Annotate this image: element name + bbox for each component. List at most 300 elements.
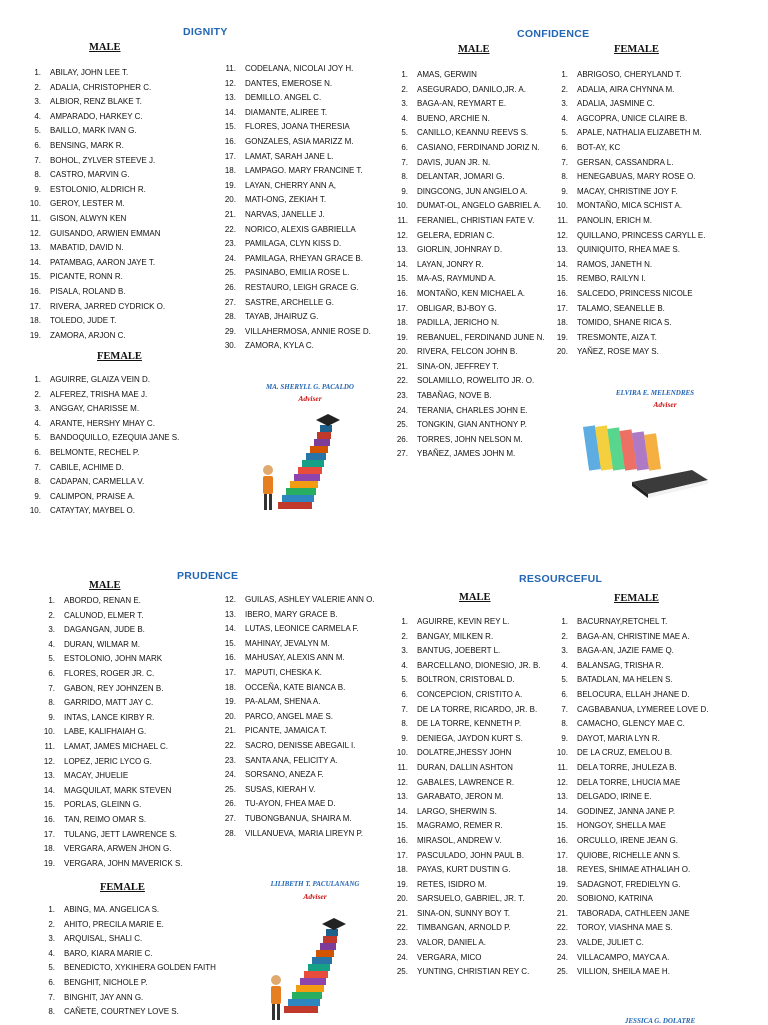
prudence-adviser-name: LILIBETH T. PACULANANG	[270, 880, 360, 888]
list-item-number: 22 .	[396, 921, 408, 936]
list-item-number: 22 .	[224, 223, 236, 238]
list-item	[556, 630, 708, 645]
list-item	[396, 659, 541, 674]
list-item-number: 19 .	[396, 878, 408, 893]
list-item-name: ADALIA, CHRISTOPHER C.	[50, 82, 152, 92]
list-item	[556, 97, 706, 112]
list-item-number: 19 .	[43, 857, 55, 872]
list-item	[29, 256, 165, 271]
list-item-name: TOROY, VIASHNA MAE S.	[577, 923, 673, 933]
list-item-name: ZAMORA, KYLA C.	[245, 341, 314, 351]
list-item-name: GIORLIN, JOHNRAY D.	[417, 245, 503, 255]
list-item	[43, 725, 183, 740]
list-item	[43, 667, 183, 682]
list-item-number: 18 .	[224, 681, 236, 696]
list-item-number: 9 .	[396, 185, 408, 200]
list-item-number: 4 .	[29, 110, 41, 125]
list-item-name: IBERO, MARY GRACE B.	[245, 609, 338, 619]
list-item-number: 23 .	[224, 754, 236, 769]
list-item	[556, 112, 706, 127]
list-item	[396, 921, 541, 936]
list-item-number: 17 .	[396, 849, 408, 864]
list-item	[224, 252, 371, 267]
list-item	[556, 156, 706, 171]
list-item-name: MABATID, DAVID N.	[50, 243, 124, 253]
list-item-number: 8 .	[396, 170, 408, 185]
list-item-number: 14 .	[396, 805, 408, 820]
list-item	[556, 316, 706, 331]
list-item-number: 3 .	[396, 644, 408, 659]
list-item	[556, 732, 708, 747]
list-item-name: BENSING, MARK R.	[50, 140, 124, 150]
list-item-number: 20 .	[556, 892, 568, 907]
list-item-number: 2 .	[29, 81, 41, 96]
confidence-adviser-name: ELVIRA E. MELENDRES	[615, 389, 695, 397]
list-item	[556, 703, 708, 718]
list-item-name: AGUIRRE, GLAIZA VEIN D.	[50, 375, 151, 384]
list-item-number: 20 .	[396, 345, 408, 360]
list-item	[396, 746, 541, 761]
dignity-male-list	[29, 66, 165, 343]
list-item-number: 3 .	[556, 644, 568, 659]
list-item-number: 10 .	[396, 199, 408, 214]
list-item-name: GARRIDO, MATT JAY C.	[64, 698, 154, 708]
list-item-number: 14 .	[43, 784, 55, 799]
list-item	[224, 827, 375, 842]
list-item	[396, 126, 545, 141]
list-item-number: 15 .	[396, 819, 408, 834]
list-item	[396, 156, 545, 171]
list-item-name: DAGANGAN, JUDE B.	[64, 625, 145, 635]
prudence-adviser-role: Adviser	[303, 892, 327, 901]
list-item-name: VERGARA, JOHN MAVERICK S.	[64, 858, 183, 868]
list-item-number: 3 .	[29, 95, 41, 110]
list-item-name: BALANSAG, TRISHA R.	[577, 660, 664, 670]
list-item-name: VILLAHERMOSA, ANNIE ROSE D.	[245, 326, 371, 336]
list-item-number: 18 .	[29, 314, 41, 329]
list-item-name: BOHOL, ZYLVER STEEVE J.	[50, 155, 156, 165]
list-item	[556, 878, 708, 893]
list-item-number: 9 .	[396, 732, 408, 747]
list-item-number: 20 .	[556, 345, 568, 360]
list-item-name: CASTRO, MARVIN G.	[50, 170, 130, 180]
list-item-number: 7 .	[396, 703, 408, 718]
list-item	[396, 805, 541, 820]
list-item-name: TUBONGBANUA, SHAIRA M.	[245, 813, 352, 823]
list-item-number: 12 .	[43, 755, 55, 770]
list-item-name: BOT-AY, KC	[577, 142, 621, 152]
list-item-name: GABON, REY JOHNZEN B.	[64, 683, 164, 693]
list-item	[556, 68, 706, 83]
list-item	[43, 932, 216, 947]
list-item-name: VILLION, SHEILA MAE H.	[577, 967, 670, 977]
list-item	[29, 402, 179, 417]
prudence-male-heading: MALE	[89, 580, 121, 591]
list-item-number: 17 .	[29, 300, 41, 315]
list-item-name: SORSANO, ANEZA F.	[245, 770, 324, 780]
list-item-name: GODINEZ, JANNA JANE P.	[577, 806, 676, 816]
list-item-number: 11 .	[396, 761, 408, 776]
list-item	[396, 389, 545, 404]
list-item-number: 5 .	[396, 126, 408, 141]
list-item-number: 12 .	[556, 229, 568, 244]
list-item-name: BENEDICTO, XYKIHERA GOLDEN FAITH	[64, 963, 216, 973]
list-item-name: ESTOLONIO, JOHN MARK	[64, 654, 163, 664]
list-item-name: RESTAURO, LEIGH GRACE G.	[245, 282, 359, 292]
list-item	[29, 241, 165, 256]
list-item-name: YUNTING, CHRISTIAN REY C.	[417, 967, 530, 977]
list-item-number: 7 .	[29, 154, 41, 169]
list-item-name: CONCEPCION, CRISTITO A.	[417, 689, 523, 699]
list-item-number: 14 .	[556, 258, 568, 273]
list-item-name: PISALA, ROLAND B.	[50, 286, 126, 296]
list-item	[396, 892, 541, 907]
list-item	[396, 68, 545, 83]
confidence-male-heading: MALE	[458, 44, 490, 55]
list-item-name: ADALIA, AIRA CHYNNA M.	[577, 84, 675, 94]
list-item-name: SALCEDO, PRINCESS NICOLE	[577, 288, 693, 298]
resourceful-adviser-name: JESSICA G. DOLATRE	[624, 1017, 696, 1025]
list-item-name: TIMBANGAN, ARNOLD P.	[417, 923, 511, 933]
list-item-number: 11 .	[29, 212, 41, 227]
list-item-name: BAGA-AN, JAZIE FAME Q.	[577, 646, 674, 656]
list-item	[224, 179, 371, 194]
list-item	[43, 976, 216, 991]
list-item	[396, 360, 545, 375]
list-item-name: DELA TORRE, JHULEZA B.	[577, 762, 677, 772]
list-item-number: 21 .	[396, 907, 408, 922]
list-item-name: MAPUTI, CHESKA K.	[245, 667, 322, 677]
list-item-name: PANOLIN, ERICH M.	[577, 215, 652, 225]
list-item	[43, 594, 183, 609]
list-item-name: PATAMBAG, AARON JAYE T.	[50, 257, 156, 267]
list-item-number: 2 .	[556, 630, 568, 645]
list-item-name: SINA-ON, JEFFREY T.	[417, 361, 499, 371]
list-item-name: BAILLO, MARK IVAN G.	[50, 126, 137, 136]
list-item-name: CANILLO, KEANNU REEVS S.	[417, 128, 529, 138]
list-item	[556, 863, 708, 878]
list-item-number: 6 .	[43, 667, 55, 682]
list-item	[556, 126, 706, 141]
list-item-number: 26 .	[224, 797, 236, 812]
list-item-name: RIVERA, JARRED CYDRICK O.	[50, 301, 166, 311]
list-item-number: 6 .	[396, 141, 408, 156]
list-item-name: GISON, ALWYN KEN	[50, 213, 127, 223]
list-item	[556, 805, 708, 820]
list-item-name: SOBIONO, KATRINA	[577, 894, 653, 904]
list-item-number: 12 .	[224, 77, 236, 92]
list-item	[396, 732, 541, 747]
list-item-number: 14 .	[224, 622, 236, 637]
list-item-number: 18 .	[396, 863, 408, 878]
list-item	[29, 197, 165, 212]
list-item-number: 23 .	[556, 936, 568, 951]
list-item-name: GONZALES, ASIA MARIZZ M.	[245, 136, 354, 146]
list-item	[224, 106, 371, 121]
list-item-name: MACAY, JHUELIE	[64, 771, 129, 781]
list-item-name: CAMACHO, GLENCY MAE C.	[577, 719, 685, 729]
list-item	[224, 812, 375, 827]
list-item-number: 15 .	[556, 819, 568, 834]
list-item-number: 14 .	[396, 258, 408, 273]
list-item	[396, 112, 545, 127]
list-item-name: PAMILAGA, CLYN KISS D.	[245, 239, 342, 249]
list-item-number: 3 .	[29, 402, 41, 417]
list-item	[29, 212, 165, 227]
list-item	[556, 776, 708, 791]
list-item-name: ALFEREZ, TRISHA MAE J.	[50, 389, 148, 399]
list-item-number: 28 .	[224, 827, 236, 842]
list-item-name: NARVAS, JANELLE J.	[245, 209, 325, 219]
list-item-name: RETES, ISIDRO M.	[417, 879, 487, 889]
list-item-number: 26 .	[396, 433, 408, 448]
list-item-number: 6 .	[29, 139, 41, 154]
list-item-number: 6 .	[396, 688, 408, 703]
list-item-name: DIAMANTE, ALIREE T.	[245, 107, 328, 117]
list-item	[556, 170, 706, 185]
list-item	[556, 141, 706, 156]
list-item-name: ABILAY, JOHN LEE T.	[50, 68, 129, 77]
list-item-name: DELGADO, IRINE E.	[577, 792, 652, 802]
list-item-name: LARGO, SHERWIN S.	[417, 806, 497, 816]
list-item	[43, 696, 183, 711]
list-item-name: ABRIGOSO, CHERYLAND T.	[577, 70, 682, 79]
list-item	[43, 918, 216, 933]
list-item	[224, 325, 371, 340]
list-item-name: SANTA ANA, FELICITY A.	[245, 755, 338, 765]
list-item	[43, 798, 183, 813]
list-item	[224, 637, 375, 652]
list-item-number: 24 .	[396, 951, 408, 966]
list-item	[43, 769, 183, 784]
list-item-number: 1 .	[556, 68, 568, 83]
list-item	[224, 91, 371, 106]
list-item-name: ZAMORA, ARJON C.	[50, 330, 126, 340]
list-item	[224, 339, 371, 354]
list-item-number: 6 .	[556, 688, 568, 703]
list-item-number: 16 .	[556, 287, 568, 302]
list-item-name: SUSAS, KIERAH V.	[245, 784, 316, 794]
list-item-name: AMAS, GERWIN	[417, 70, 477, 79]
list-item-number: 16 .	[396, 287, 408, 302]
list-item	[556, 331, 706, 346]
list-item-name: QUIOBE, RICHELLE ANN S.	[577, 850, 681, 860]
list-item-name: TRESMONTE, AIZA T.	[577, 332, 657, 342]
list-item-name: CALIMPON, PRAISE A.	[50, 491, 135, 501]
list-item-name: DELA TORRE, LHUCIA MAE	[577, 777, 681, 787]
list-item-name: PAMILAGA, RHEYAN GRACE B.	[245, 253, 363, 263]
list-item-name: BELMONTE, RECHEL P.	[50, 447, 140, 457]
list-item-name: DANTES, EMEROSE N.	[245, 78, 333, 88]
list-item	[396, 185, 545, 200]
list-item	[396, 776, 541, 791]
confidence-female-heading: FEMALE	[614, 44, 659, 55]
list-item-number: 14 .	[29, 256, 41, 271]
list-item-name: MACAY, CHRISTINE JOY F.	[577, 186, 678, 196]
list-item-number: 5 .	[29, 124, 41, 139]
list-item	[396, 331, 545, 346]
list-item-name: DELANTAR, JOMARI G.	[417, 172, 505, 182]
list-item-number: 23 .	[396, 936, 408, 951]
list-item-number: 16 .	[43, 813, 55, 828]
list-item-number: 20 .	[224, 193, 236, 208]
list-item-number: 8 .	[556, 170, 568, 185]
list-item-name: LOPEZ, JERIC LYCO G.	[64, 756, 152, 766]
list-item	[224, 281, 371, 296]
list-item	[396, 272, 545, 287]
list-item	[556, 849, 708, 864]
list-item-number: 13 .	[556, 243, 568, 258]
list-item-name: BANTUG, JOEBERT L.	[417, 646, 501, 656]
list-item-number: 27 .	[224, 296, 236, 311]
list-item-number: 15 .	[556, 272, 568, 287]
list-item	[396, 761, 541, 776]
list-item-number: 7 .	[396, 156, 408, 171]
list-item-name: GABALES, LAWRENCE R.	[417, 777, 515, 787]
list-item-number: 25 .	[224, 783, 236, 798]
list-item-number: 23 .	[396, 389, 408, 404]
list-item-number: 18 .	[43, 842, 55, 857]
list-item	[43, 813, 183, 828]
list-item-name: PARCO, ANGEL MAE S.	[245, 711, 334, 721]
list-item	[556, 214, 706, 229]
list-item-name: SADAGNOT, FREDIELYN G.	[577, 879, 681, 889]
list-item-name: ADALIA, JASMINE C.	[577, 99, 655, 109]
list-item-number: 17 .	[224, 666, 236, 681]
list-item-name: BARO, KIARA MARIE C.	[64, 948, 153, 958]
list-item	[29, 168, 165, 183]
confidence-female-list	[556, 68, 706, 360]
list-item	[43, 1005, 216, 1020]
list-item	[29, 417, 179, 432]
list-item-name: DAYOT, MARIA LYN R.	[577, 733, 660, 743]
list-item-name: MIRASOL, ANDREW V.	[417, 835, 502, 845]
list-item-number: 22 .	[556, 921, 568, 936]
list-item-name: APALE, NATHALIA ELIZABETH M.	[577, 128, 702, 138]
list-item-name: SINA-ON, SUNNY BOY T.	[417, 908, 510, 918]
list-item	[29, 66, 165, 81]
list-item-name: LAYAN, JONRY R.	[417, 259, 484, 269]
list-item-number: 18 .	[396, 316, 408, 331]
list-item-number: 24 .	[224, 252, 236, 267]
list-item	[43, 609, 183, 624]
list-item	[43, 857, 183, 872]
list-item-number: 9 .	[556, 185, 568, 200]
list-item-number: 7 .	[29, 461, 41, 476]
list-item-number: 12 .	[396, 229, 408, 244]
list-item-name: DOLATRE,JHESSY JOHN	[417, 748, 512, 758]
list-item	[29, 431, 179, 446]
list-item-name: TONGKIN, GIAN ANTHONY P.	[417, 420, 527, 430]
list-item	[556, 673, 708, 688]
list-item-number: 5 .	[396, 673, 408, 688]
list-item	[224, 310, 371, 325]
list-item-number: 7 .	[556, 703, 568, 718]
list-item	[396, 936, 541, 951]
prudence-female-list-1	[43, 903, 216, 1020]
list-item-name: NORICO, ALEXIS GABRIELLA	[245, 224, 356, 234]
list-item	[224, 768, 375, 783]
list-item-name: CABILE, ACHIME D.	[50, 462, 124, 472]
list-item-name: PICANTE, RONN R.	[50, 272, 123, 282]
list-item-name: CAGBABANUA, LYMEREE LOVE D.	[577, 704, 709, 714]
list-item-name: BINGHIT, JAY ANN G.	[64, 992, 144, 1002]
list-item	[224, 681, 375, 696]
list-item-number: 12 .	[556, 776, 568, 791]
list-item-number: 10 .	[43, 725, 55, 740]
list-item-name: RAMOS, JANETH N.	[577, 259, 653, 269]
list-item-number: 16 .	[556, 834, 568, 849]
list-item-number: 11 .	[396, 214, 408, 229]
list-item	[29, 139, 165, 154]
list-item-number: 18 .	[224, 164, 236, 179]
list-item-name: MONTAÑO, KEN MICHAEL A.	[417, 288, 526, 298]
list-item-name: TOLEDO, JUDE T.	[50, 316, 117, 326]
confidence-title: CONFIDENCE	[517, 28, 590, 40]
list-item	[396, 965, 541, 980]
list-item	[224, 754, 375, 769]
list-item-name: PAYAS, KURT DUSTIN G.	[417, 865, 511, 875]
list-item	[29, 270, 165, 285]
list-item-name: AHITO, PRECILA MARIE E.	[64, 919, 164, 929]
list-item-number: 11 .	[43, 740, 55, 755]
list-item-number: 25 .	[556, 965, 568, 980]
list-item-name: HENEGABUAS, MARY ROSE O.	[577, 172, 696, 182]
list-item	[396, 703, 541, 718]
list-item	[396, 345, 545, 360]
list-item-name: GERSAN, CASSANDRA L.	[577, 157, 674, 167]
list-item-number: 27 .	[224, 812, 236, 827]
list-item-number: 29 .	[224, 325, 236, 340]
list-item-number: 2 .	[396, 630, 408, 645]
list-item	[29, 285, 165, 300]
list-item-name: RIVERA, FELCON JOHN B.	[417, 347, 518, 357]
list-item-name: GUISANDO, ARWIEN EMMAN	[50, 228, 161, 238]
list-item-number: 5 .	[43, 961, 55, 976]
list-item-name: MAHINAY, JEVALYN M.	[245, 638, 330, 648]
dignity-title: DIGNITY	[183, 26, 228, 38]
list-item-name: LABE, KALIFHAIAH G.	[64, 727, 147, 737]
list-item-name: ESTOLONIO, ALDRICH R.	[50, 184, 146, 194]
list-item-number: 20 .	[224, 710, 236, 725]
list-item	[29, 95, 165, 110]
list-item-number: 25 .	[396, 965, 408, 980]
list-item	[43, 740, 183, 755]
list-item-name: DAVIS, JUAN JR. N.	[417, 157, 491, 167]
list-item-name: AGUIRRE, KEVIN REY L.	[417, 617, 510, 626]
list-item	[224, 739, 375, 754]
list-item-number: 4 .	[396, 112, 408, 127]
list-item-number: 6 .	[43, 976, 55, 991]
list-item-number: 1 .	[43, 903, 55, 918]
list-item-name: FERANIEL, CHRISTIAN FATE V.	[417, 215, 535, 225]
list-item-number: 11 .	[556, 214, 568, 229]
list-item	[29, 461, 179, 476]
list-item	[29, 475, 179, 490]
list-item-number: 21 .	[224, 724, 236, 739]
list-item	[43, 842, 183, 857]
list-item	[556, 921, 708, 936]
list-item	[224, 797, 375, 812]
list-item-number: 2 .	[43, 918, 55, 933]
list-item-name: ANGGAY, CHARISSE M.	[50, 404, 140, 414]
list-item	[43, 711, 183, 726]
list-item-name: REBANUEL, FERDINAND JUNE N.	[417, 332, 545, 342]
list-item-number: 17 .	[224, 150, 236, 165]
list-item-number: 12 .	[224, 593, 236, 608]
list-item-number: 23 .	[224, 237, 236, 252]
list-item-name: PASINABO, EMILIA ROSE L.	[245, 268, 350, 278]
